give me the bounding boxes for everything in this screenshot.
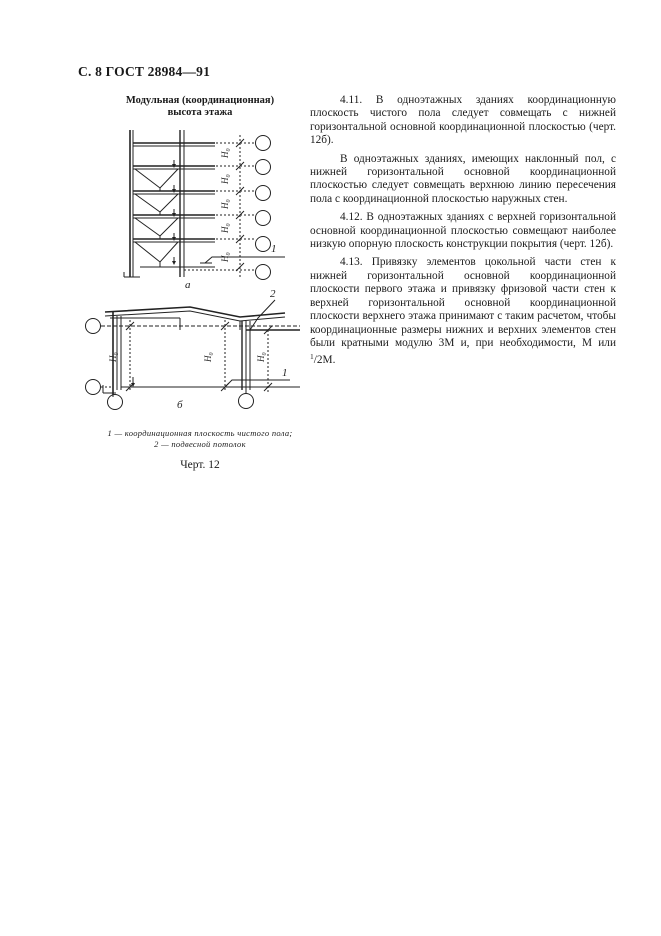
figure-label-b: б bbox=[177, 399, 183, 411]
height-label: $Н_0$ bbox=[220, 252, 232, 262]
paragraph-4-11: 4.11. В одноэтажных зданиях координационную плоскость чистого пола следует совмещать с нижней горизонтальной основной координационной плоскостью (черт. 12б). bbox=[310, 94, 616, 147]
height-label: $Н_0$ bbox=[108, 352, 120, 362]
height-label: $Н_0$ bbox=[220, 174, 232, 184]
paragraph-4-13-end: /2М. bbox=[313, 354, 336, 367]
callout-2-label: 2 bbox=[270, 288, 276, 300]
figure-title-line2: высота этажа bbox=[167, 107, 233, 118]
figure-caption: Черт. 12 bbox=[180, 459, 220, 471]
callout-1-leader-a bbox=[205, 257, 285, 263]
paragraph-4-13-sup: 1 bbox=[310, 352, 314, 362]
legend-item-2: 2 — подвесной потолок bbox=[154, 439, 246, 449]
paragraph-4-13-main: 4.13. Привязку элементов цокольной части стен к нижней горизонтальной основной координационной плоскости первого этажа и привязку фризовой части стен к верхней горизонтальной основной координационной плоскости верхнего этажа принимают с таким расчетом, чтобы координационные размеры нижних и верхних элементов стен были кратными модулю 3М и, при необходимости, М или bbox=[310, 256, 616, 349]
paragraph-4-12: 4.12. В одноэтажных зданиях с верхней горизонтальной основной координационной плоскостью совмещают наиболее низкую опорную плоскость конструкции покрытия (черт. 12б). bbox=[310, 211, 616, 251]
grid-axis-circles bbox=[256, 136, 271, 280]
figure-title-line1: Модульная (координационная) bbox=[125, 95, 275, 106]
paragraph-inclined-floor: В одноэтажных зданиях, имеющих наклонный пол, с нижней горизонтальной основной координационной плоскостью следует совмещать верхнюю линию пересечения пола с координационной плоскостью наружных стен. bbox=[310, 152, 616, 205]
height-labels-b bbox=[108, 353, 268, 364]
body-text bbox=[310, 94, 616, 368]
height-label: $Н_0$ bbox=[220, 148, 232, 158]
multistorey-section-a bbox=[124, 130, 285, 280]
legend-item-1: 1 — координационная плоскость чистого пола; bbox=[107, 428, 293, 438]
paragraph-4-13 bbox=[310, 256, 616, 367]
page-header: С. 8 ГОСТ 28984—91 bbox=[78, 64, 211, 79]
callout-1-label-b: 1 bbox=[282, 367, 288, 379]
height-label: $Н_0$ bbox=[256, 352, 268, 362]
figure-label-a: а bbox=[185, 279, 191, 291]
height-label: $Н_0$ bbox=[220, 223, 232, 233]
height-label: $Н_0$ bbox=[220, 199, 232, 209]
height-label: $Н_0$ bbox=[203, 352, 215, 362]
callout-1-label-a: 1 bbox=[271, 243, 277, 255]
floor-slabs bbox=[133, 143, 215, 242]
figure-legend bbox=[80, 428, 320, 450]
